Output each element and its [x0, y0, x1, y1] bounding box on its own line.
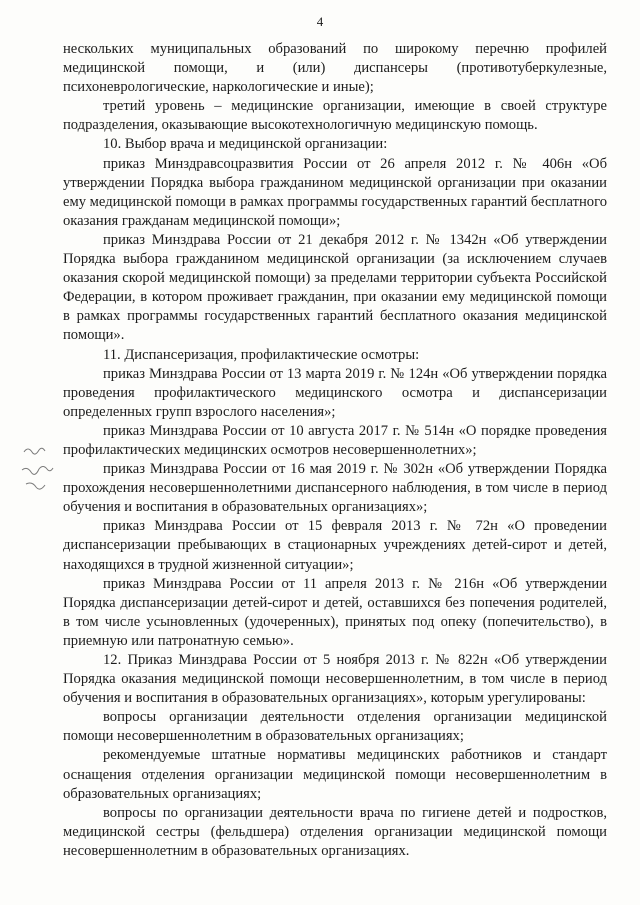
- section-10-heading: 10. Выбор врача и медицинской организации:: [103, 136, 388, 153]
- order-302n: приказ Минздрава России от 16 мая 2019 г. № 302н «Об утверждении Порядка прохождения несовершеннолетними диспансерного наблюдения, в том числе в период обучения и воспитания в образовательных организациях»;: [63, 461, 607, 516]
- paragraph-continuation: нескольких муниципальных образований по широкому перечню профилей медицинской помощи, и (или) диспансеры (противотуберкулезные, психоневрологические, наркологические и иные);: [63, 41, 607, 96]
- page-number: 4: [316, 14, 324, 29]
- order-514n: приказ Минздрава России от 10 августа 2017 г. № 514н «О порядке проведения профилактических медицинских осмотров несовершеннолетних»;: [63, 422, 607, 458]
- section-11-heading: 11. Диспансеризация, профилактические осмотры:: [103, 346, 420, 363]
- order-216n: приказ Минздрава России от 11 апреля 2013 г. № 216н «Об утверждении Порядка диспансеризации детей-сирот и детей, оставшихся без попечения родителей, в том числе усыновленных (удочеренных), принятых под опеку (попечительство), в приемную или патронатную семью».: [63, 575, 607, 649]
- document-body: [63, 40, 607, 861]
- paragraph-third-level: третий уровень – медицинские организации, имеющие в своей структуре подразделения, оказывающие высокотехнологичную медицинскую помощь.: [63, 98, 607, 134]
- item-department-organization: вопросы организации деятельности отделения организации медицинской помощи несовершеннолетним в образовательных организациях;: [63, 709, 607, 745]
- item-staffing-standards: рекомендуемые штатные нормативы медицинских работников и стандарт оснащения отделения организации медицинской помощи несовершеннолетним в образовательных организациях;: [63, 747, 607, 802]
- order-406n: приказ Минздравсоцразвития России от 26 апреля 2012 г. № 406н «Об утверждении Порядка выбора гражданином медицинской организации при оказании ему медицинской помощи в рамках программы государственных гарантий бесплатного оказания гражданам медицинской помощи»;: [63, 155, 607, 229]
- item-hygiene-doctor: вопросы по организации деятельности врача по гигиене детей и подростков, медицинской сестры (фельдшера) отделения организации медицинской помощи несовершеннолетним в образовательных организациях.: [63, 804, 607, 859]
- order-72n: приказ Минздрава России от 15 февраля 2013 г. № 72н «О проведении диспансеризации пребывающих в стационарных учреждениях детей-сирот и детей, находящихся в трудной жизненной ситуации»;: [63, 518, 607, 573]
- order-1342n: приказ Минздрава России от 21 декабря 2012 г. № 1342н «Об утверждении Порядка выбора гражданином медицинской организации (за исключением случаев оказания скорой медицинской помощи) за пределами территории субъекта Российской Федерации, в котором проживает гражданин, при оказании ему медицинской помощи в рамках программы государственных гарантий бесплатного оказания медицинской помощи».: [63, 231, 607, 344]
- order-124n: приказ Минздрава России от 13 марта 2019 г. № 124н «Об утверждении порядка проведения профилактического медицинского осмотра и диспансеризации определенных групп взрослого населения»;: [63, 365, 607, 420]
- handwritten-margin-note: [18, 440, 58, 510]
- section-12-order-822n: 12. Приказ Минздрава России от 5 ноября 2013 г. № 822н «Об утверждении Порядка оказания медицинской помощи несовершеннолетним, в том числе в период обучения и воспитания в образовательных организациях», которым урегулированы:: [63, 652, 607, 707]
